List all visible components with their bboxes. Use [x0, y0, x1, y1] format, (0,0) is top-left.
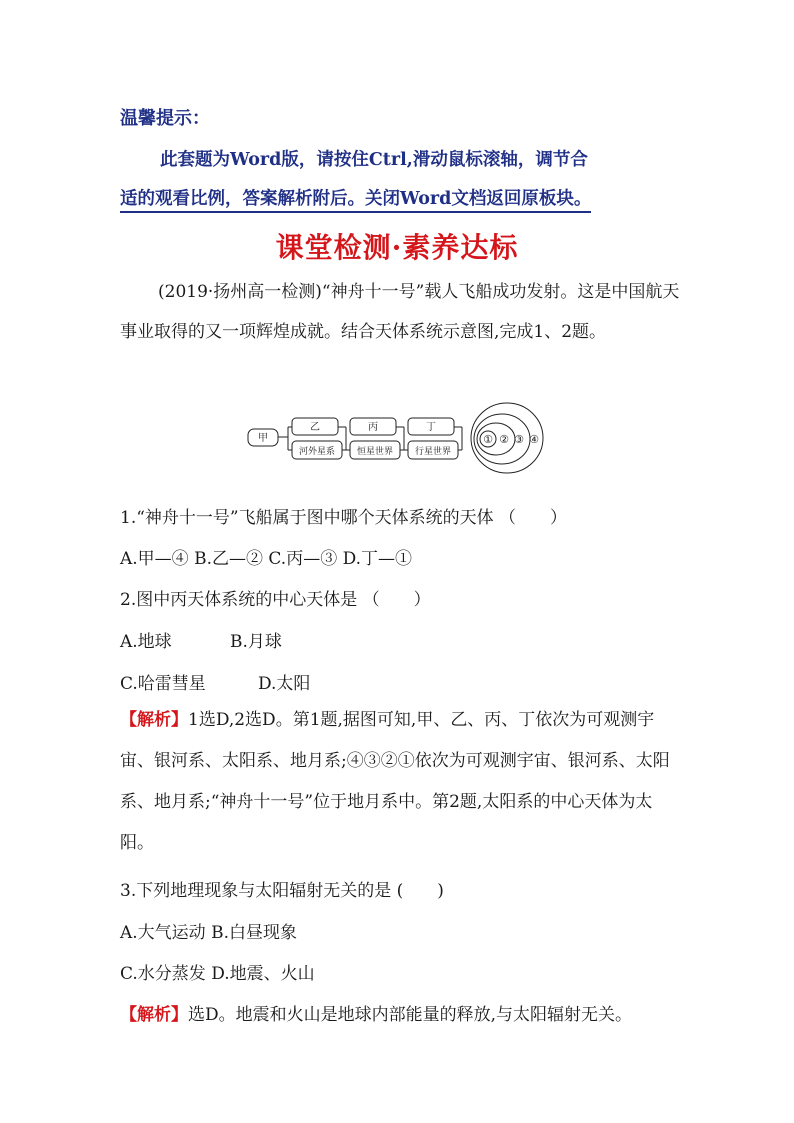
- question-2-option-a: A.地球: [120, 632, 172, 652]
- question-1: 1.“神舟十一号”飞船属于图中哪个天体系统的天体 （ ）: [120, 508, 568, 528]
- answer-tag: 【解析】: [120, 1005, 188, 1025]
- answer-tag: 【解析】: [120, 710, 188, 730]
- tip-line-2: 适的观看比例，答案解析附后。关闭Word文档返回原板块。: [120, 185, 591, 213]
- label-c1: ①: [483, 433, 493, 446]
- label-c3: ③: [514, 433, 524, 446]
- tip-line-1: 此套题为Word版，请按住Ctrl,滑动鼠标滚轴，调节合: [160, 150, 588, 170]
- label-bing: 丙: [368, 422, 378, 433]
- question-1-options: A.甲—④ B.乙—② C.丙—③ D.丁—①: [120, 549, 413, 569]
- label-ding: 丁: [426, 422, 436, 433]
- question-3: 3.下列地理现象与太阳辐射无关的是 ( ): [120, 881, 444, 901]
- label-yi: 乙: [310, 422, 320, 433]
- section-heading: 课堂检测·素养达标: [275, 231, 519, 264]
- celestial-system-diagram: [240, 400, 550, 475]
- label-hewai: 河外星系: [298, 447, 336, 457]
- answer-3: [120, 1000, 632, 1025]
- question-3-options-cd: C.水分蒸发 D.地震、火山: [120, 964, 315, 984]
- answer-text: 1选D,2选D。第1题,据图可知,甲、乙、丙、丁依次为可观测宇宙、银河系、太阳系、地月系;④③②①依次为可观测宇宙、银河系、太阳系、地月系;“神舟十一号”位于地月系中。第2题,太阳系的中心天体为太阳。: [120, 710, 670, 853]
- label-c4: ④: [529, 433, 539, 446]
- label-c2: ②: [499, 433, 509, 446]
- intro-paragraph: (2019·扬州高一检测)“神舟十一号”载人飞船成功发射。这是中国航天事业取得的又一项辉煌成就。结合天体系统示意图,完成1、2题。: [120, 282, 680, 342]
- answer-1-2: [120, 700, 680, 864]
- question-2-option-d: D.太阳: [258, 674, 311, 694]
- question-2: 2.图中丙天体系统的中心天体是 （ ）: [120, 590, 431, 610]
- label-jia: 甲: [258, 433, 268, 444]
- label-hengxing: 恒星世界: [356, 447, 394, 457]
- question-2-option-b: B.月球: [230, 632, 282, 652]
- label-xingxing: 行星世界: [414, 447, 452, 457]
- question-3-options-ab: A.大气运动 B.白昼现象: [120, 923, 297, 943]
- question-2-option-c: C.哈雷彗星: [120, 674, 206, 694]
- answer-text: 选D。地震和火山是地球内部能量的释放,与太阳辐射无关。: [188, 1005, 633, 1025]
- tip-title: 温馨提示：: [120, 108, 210, 129]
